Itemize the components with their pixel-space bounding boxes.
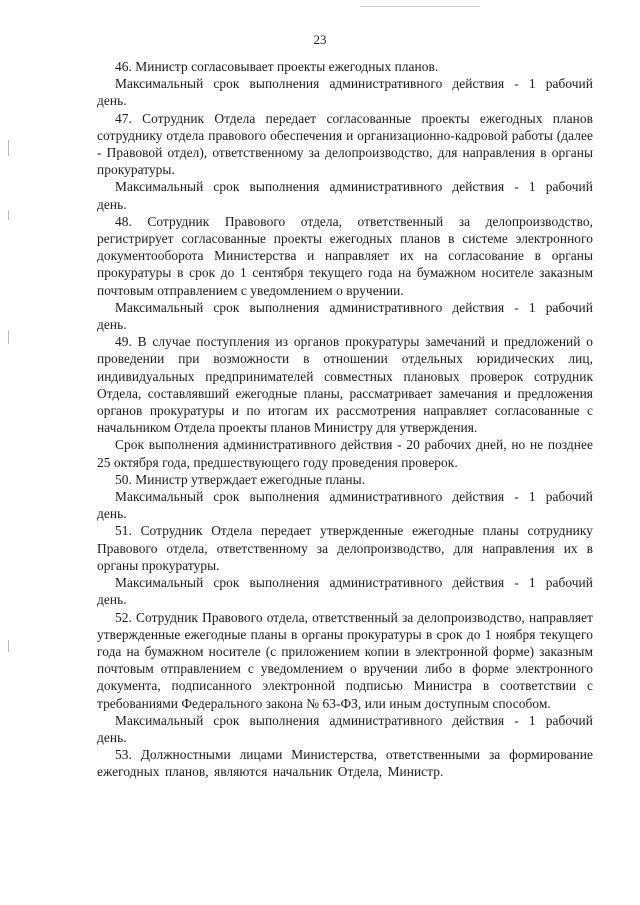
page-number: 23 xyxy=(313,32,327,47)
paragraph-52: 52. Сотрудник Правового отдела, ответственный за делопроизводство, направляет утвержденные ежегодные планы в органы прокуратуры в срок до 1 ноября текущего года на бумажном носителе (с приложением копии в электронной форме) заказным почтовым отправлением с уведомлением о вручении либо в форме электронного документа, подписанного электронной подписью Министра в соответствии с требованиями Федерального закона № 63-ФЗ, или иным доступным способом. xyxy=(97,609,593,711)
paragraph-max-term: Максимальный срок выполнения административного действия - 1 рабочий день. xyxy=(97,575,593,608)
paragraph-max-term: Максимальный срок выполнения административного действия - 1 рабочий день. xyxy=(97,489,593,522)
scan-artifact xyxy=(8,330,9,344)
paragraph-max-term: Максимальный срок выполнения административного действия - 1 рабочий день. xyxy=(97,299,593,333)
paragraph-46: 46. Министр согласовывает проекты ежегодных планов. xyxy=(115,59,439,74)
paragraph-term: Срок выполнения административного действия - 20 рабочих дней, но не позднее 25 октября года, предшествующего году проведения проверок. xyxy=(97,437,593,470)
paragraph-50: 50. Министр утверждает ежегодные планы. xyxy=(115,471,366,487)
scan-artifact xyxy=(8,210,9,220)
paragraph-53: 53. Должностными лицами Министерства, ответственными за формирование ежегодных планов, являются начальник Отдела, Министр. xyxy=(97,747,593,780)
paragraph-max-term: Максимальный срок выполнения административного действия - 1 рабочий день. xyxy=(97,712,593,745)
paragraph-51: 51. Сотрудник Отдела передает утвержденные ежегодные планы сотруднику Правового отдела, ответственному за делопроизводство, для направления их в органы прокуратуры. xyxy=(97,523,593,573)
scan-artifact xyxy=(8,640,9,652)
paragraph-49: 49. В случае поступления из органов прокуратуры замечаний и предложений о проведении при возможности в отношении отдельных юридических лиц, индивидуальных предпринимателей совместных плановых проверок сотрудник Отдела, составлявший ежегодные планы, рассматривает замечания и предложения органов прокуратуры и по итогам их рассмотрения направляет согласованные с начальником Отдела проекты планов Министру для утверждения. xyxy=(97,334,593,436)
paragraph-max-term: Максимальный срок выполнения административного действия - 1 рабочий день. xyxy=(97,179,593,212)
scan-artifact xyxy=(8,140,9,156)
paragraph-max-term: Максимальный срок выполнения административного действия - 1 рабочий день. xyxy=(97,76,593,109)
paragraph-47: 47. Сотрудник Отдела передает согласованные проекты ежегодных планов сотруднику отдела правового обеспечения и организационно-кадровой работы (далее - Правовой отдел), ответственному за делопроизводство, для направления в органы прокуратуры. xyxy=(97,110,593,178)
paragraph-48: 48. Сотрудник Правового отдела, ответственный за делопроизводство, регистрирует согласованные проекты ежегодных планов в системе электронного документооборота Министерства и направляет их на согласование в органы прокуратуры в срок до 1 сентября текущего года на бумажном носителе заказным почтовым отправлением с уведомлением о вручении. xyxy=(97,213,593,298)
document-body xyxy=(97,58,593,781)
scan-artifact xyxy=(360,6,480,7)
